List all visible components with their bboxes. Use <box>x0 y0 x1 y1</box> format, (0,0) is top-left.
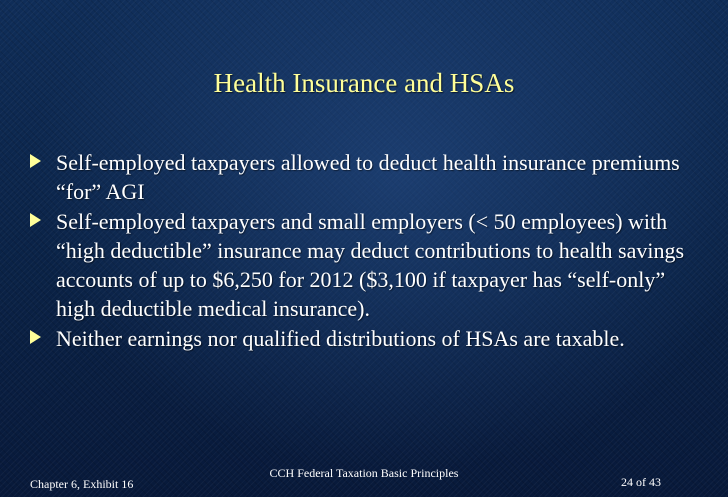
bullet-text: Self-employed taxpayers allowed to deduct health insurance premiums “for” AGI <box>56 150 680 204</box>
bullet-list <box>26 148 686 354</box>
bullet-icon <box>30 154 41 168</box>
slide-title: Health Insurance and HSAs <box>213 68 515 98</box>
footer-page-number: 24 of 43 <box>621 475 661 489</box>
bullet-item <box>26 324 686 353</box>
footer-book-title: CCH Federal Taxation Basic Principles <box>269 466 459 480</box>
bullet-item <box>26 207 686 323</box>
bullet-text: Self-employed taxpayers and small employers (< 50 employees) with “high deductible” insurance may deduct contributions to health savings accounts of up to $6,250 for 2012 ($3,100 if taxpayer has “self-only” high deductible medical insurance). <box>56 209 685 321</box>
bullet-item <box>26 148 686 206</box>
bullet-icon <box>30 330 41 344</box>
bullet-icon <box>30 213 41 227</box>
bullet-text: Neither earnings nor qualified distributions of HSAs are taxable. <box>56 326 625 351</box>
footer-chapter-label: Chapter 6, Exhibit 16 <box>30 477 134 491</box>
